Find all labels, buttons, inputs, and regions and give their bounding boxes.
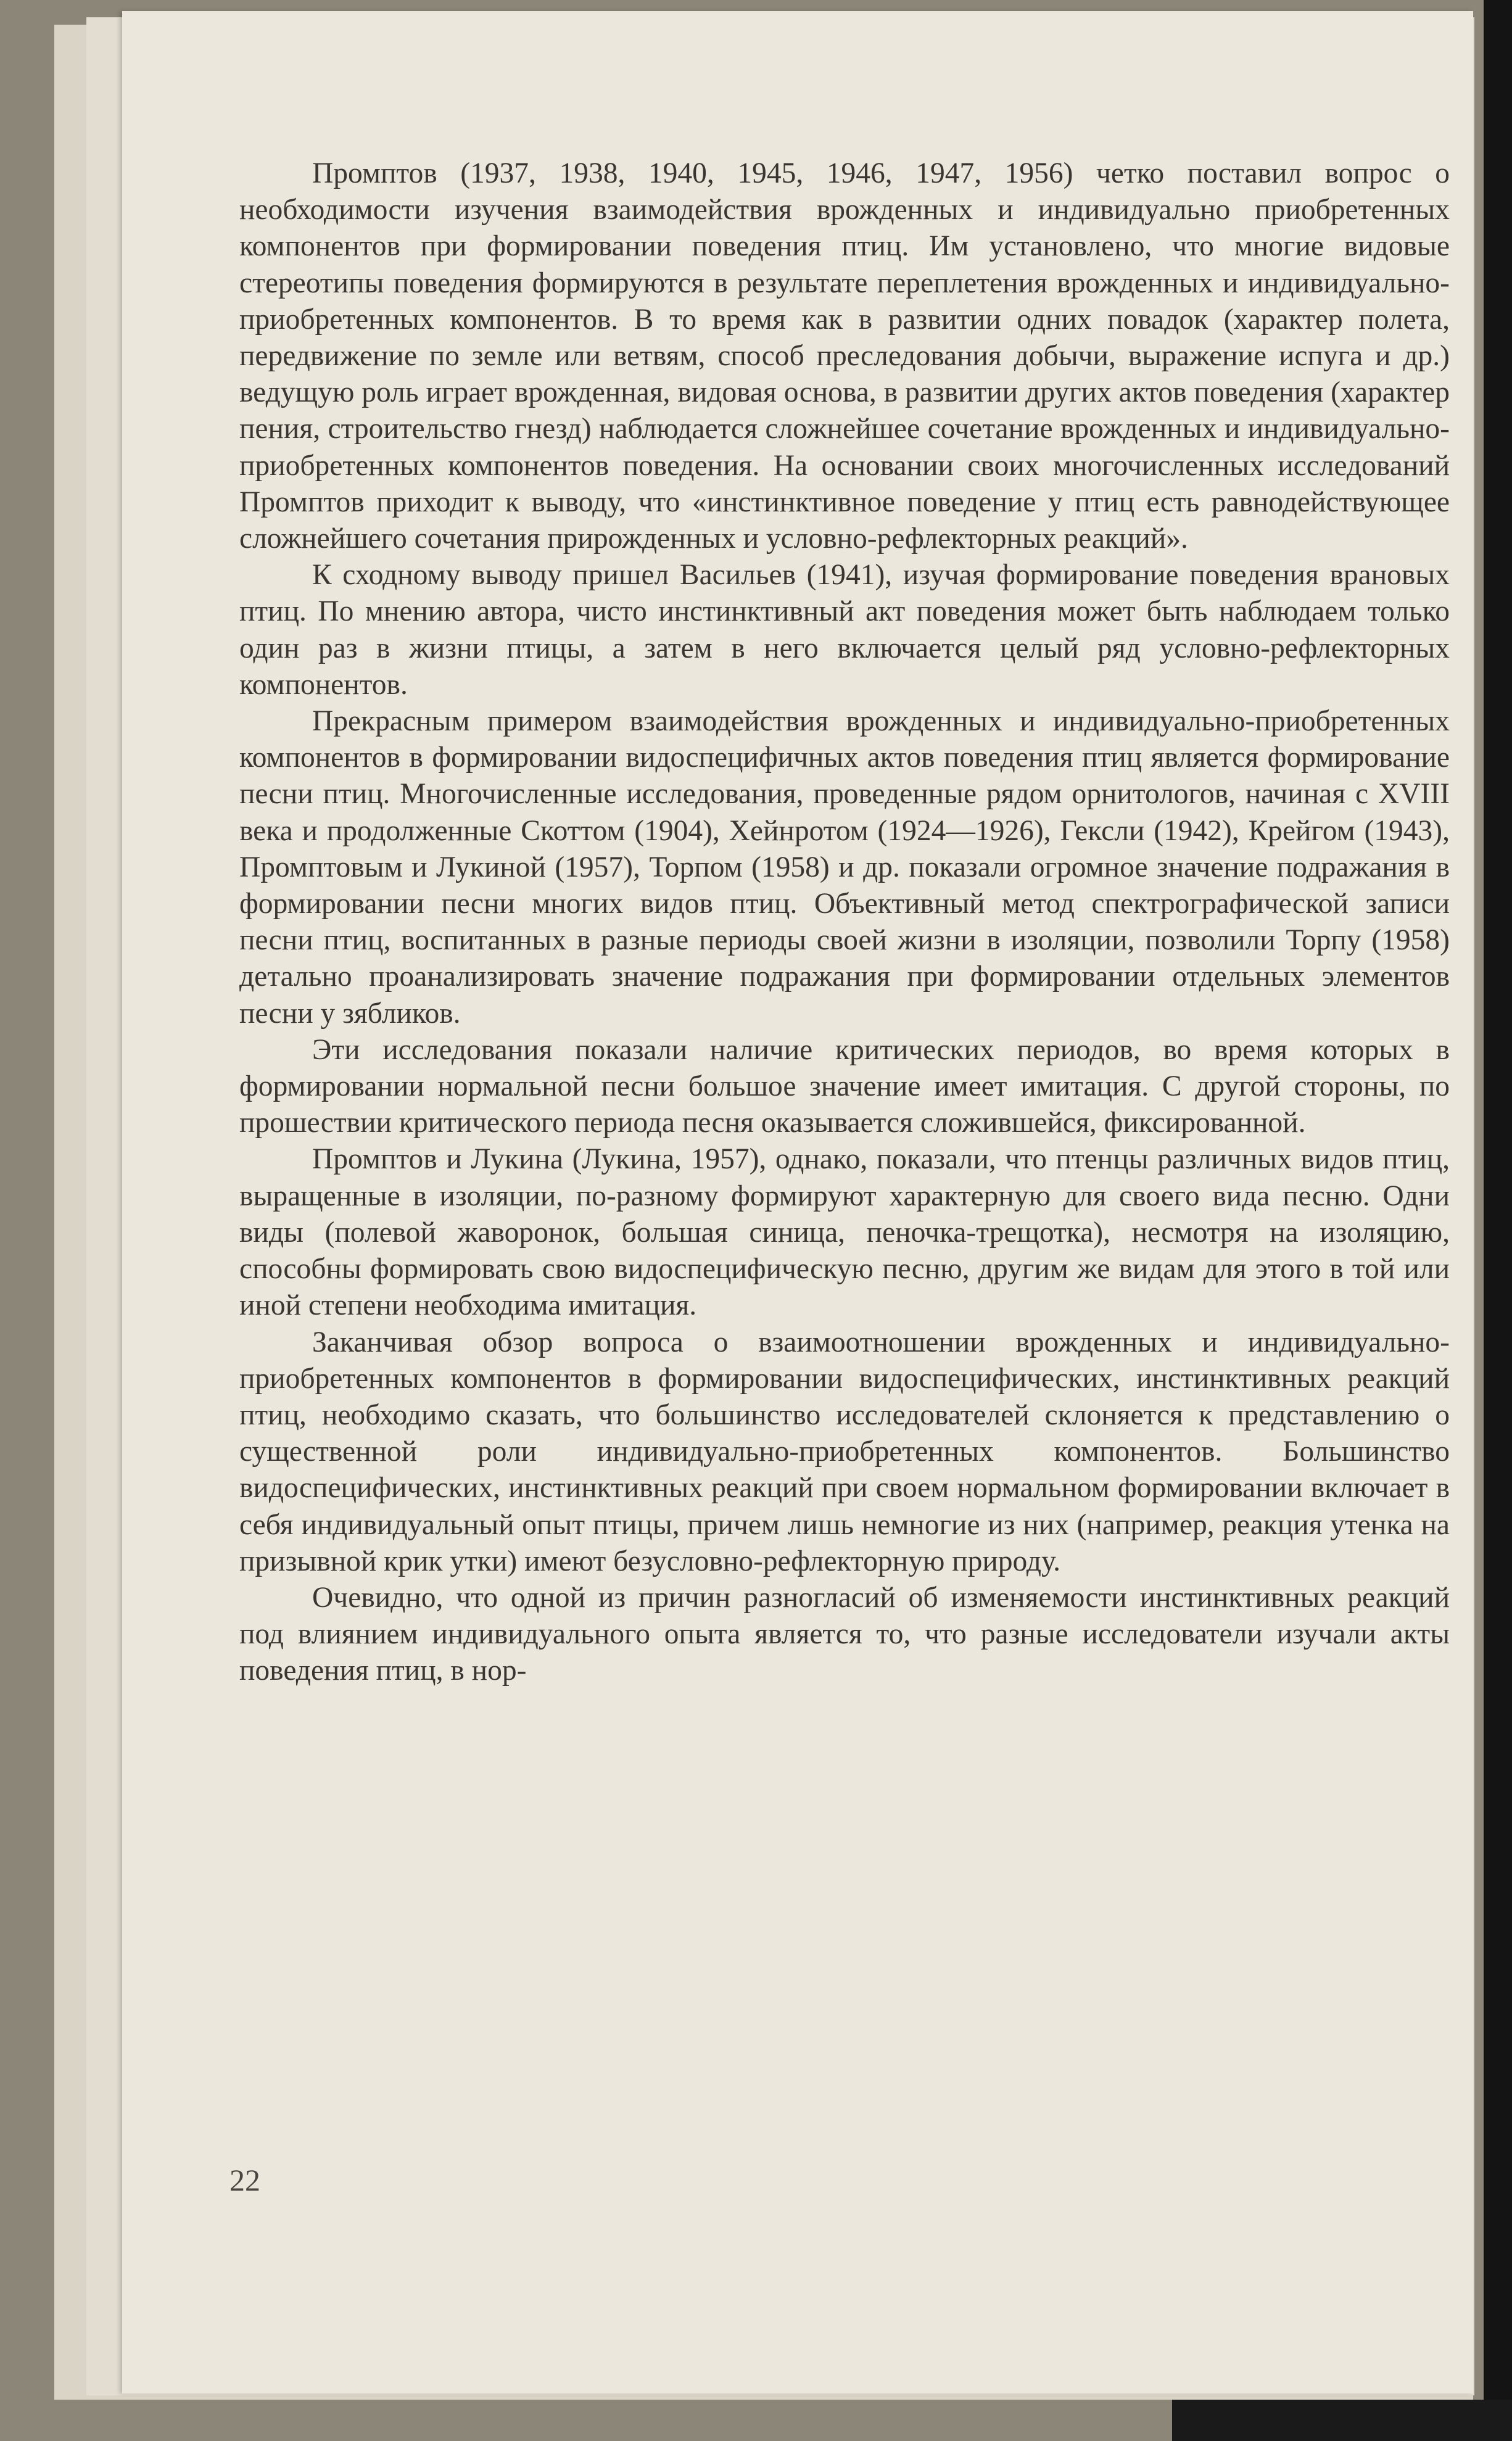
page-number: 22 xyxy=(229,2163,260,2197)
paragraph-6: Заканчивая обзор вопроса о взаимоотношении врожденных и индивидуально-приобретенных компонентов в формировании видоспецифических, инстинктивных реакций птиц, необходимо сказать, что большинство исследователей склоняется к представлению о существенной роли индивидуально-приобретенных компонентов. Большинство видоспецифических, инстинктивных реакций при своем нормальном формировании включает в себя индивидуальный опыт птицы, причем лишь немногие из них (например, реакция утенка на призывной крик утки) имеют безусловно-рефлекторную природу. xyxy=(239,1326,1450,1577)
paragraph-5: Промптов и Лукина (Лукина, 1957), однако, показали, что птенцы различных видов птиц, выращенные в изоляции, по-разному формируют характерную для своего вида песню. Одни виды (полевой жаворонок, большая синица, пеночка-трещотка), несмотря на изоляцию, способны формировать свою видоспецифическую песню, другим же видам для этого в той или иной степени необходима имитация. xyxy=(239,1143,1450,1322)
scan-background-bottom xyxy=(1172,2400,1512,2441)
paragraph-4: Эти исследования показали наличие критических периодов, во время которых в формировании нормальной песни большое значение имеет имитация. С другой стороны, по прошествии критического периода песня оказывается сложившейся, фиксированной. xyxy=(239,1033,1450,1139)
paragraph-7: Очевидно, что одной из причин разногласий об изменяемости инстинктивных реакций под влиянием индивидуального опыта является то, что разные исследователи изучали акты поведения птиц, в нор- xyxy=(239,1581,1450,1687)
paragraph-2: К сходному выводу пришел Васильев (1941), изучая формирование поведения врановых птиц. По мнению автора, чисто инстинктивный акт поведения может быть наблюдаем только один раз в жизни птицы, а затем в него включается целый ряд условно-рефлекторных компонентов. xyxy=(239,559,1450,701)
body-text xyxy=(239,155,1450,1690)
scan-background-right xyxy=(1484,0,1512,2441)
paragraph-3: Прекрасным примером взаимодействия врожденных и индивидуально-приобретенных компонентов в формировании видоспецифичных актов поведения птиц является формирование песни птиц. Многочисленные исследования, проведенные рядом орнитологов, начиная с XVIII века и продолженные Скоттом (1904), Хейнротом (1924—1926), Гексли (1942), Крейгом (1943), Промптовым и Лукиной (1957), Торпом (1958) и др. показали огромное значение подражания в формировании песни многих видов птиц. Объективный метод спектрографической записи песни птиц, воспитанных в разные периоды своей жизни в изоляции, позволили Торпу (1958) детально проанализировать значение подражания при формировании отдельных элементов песни у зябликов. xyxy=(239,705,1450,1030)
paragraph-1: Промптов (1937, 1938, 1940, 1945, 1946, 1947, 1956) четко поставил вопрос о необходимости изучения взаимодействия врожденных и индивидуально приобретенных компонентов при формировании поведения птиц. Им установлено, что многие видовые стереотипы поведения формируются в результате переплетения врожденных и индивидуально-приобретенных компонентов. В то время как в развитии одних повадок (характер полета, передвижение по земле или ветвям, способ преследования добычи, выражение испуга и др.) ведущую роль играет врожденная, видовая основа, в развитии других актов поведения (характер пения, строительство гнезд) наблюдается сложнейшее сочетание врожденных и индивидуально-приобретенных компонентов поведения. На основании своих многочисленных исследований Промптов приходит к выводу, что «инстинктивное поведение у птиц есть равнодействующее сложнейшего сочетания прирожденных и условно-рефлекторных реакций». xyxy=(239,157,1450,555)
